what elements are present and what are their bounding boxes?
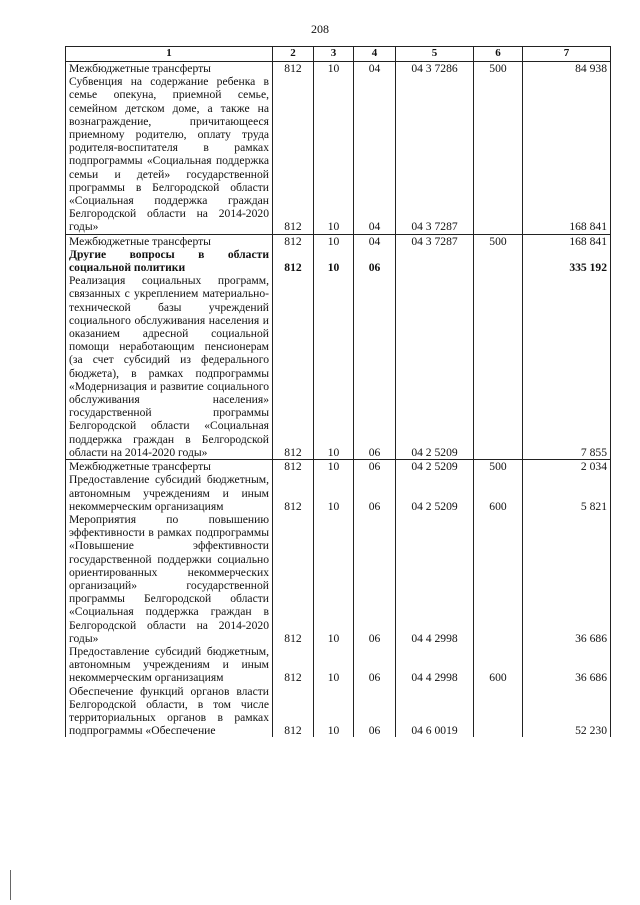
row-col-6 [474, 75, 523, 234]
row-col-3: 10 [314, 473, 354, 513]
row-col-2: 812 [273, 460, 314, 474]
row-name: Другие вопросы в области социальной политики [66, 248, 273, 274]
row-amount: 84 938 [523, 62, 611, 76]
row-col-6: 500 [474, 234, 523, 248]
row-name: Межбюджетные трансферты [66, 234, 273, 248]
row-col-6: 600 [474, 473, 523, 513]
row-col-5: 04 2 5209 [396, 460, 474, 474]
row-col-5: 04 6 0019 [396, 685, 474, 738]
row-col-4: 06 [354, 645, 396, 685]
row-col-2: 812 [273, 473, 314, 513]
row-name: Межбюджетные трансферты [66, 62, 273, 76]
table-row [66, 62, 611, 76]
header-col-5: 5 [396, 47, 474, 62]
header-col-6: 6 [474, 47, 523, 62]
row-col-2: 812 [273, 75, 314, 234]
row-col-3: 10 [314, 513, 354, 645]
table-row [66, 460, 611, 474]
row-col-6 [474, 248, 523, 274]
row-col-5 [396, 248, 474, 274]
row-amount: 335 192 [523, 248, 611, 274]
row-col-5: 04 4 2998 [396, 645, 474, 685]
row-col-3: 10 [314, 645, 354, 685]
budget-table [65, 46, 611, 737]
table-row [66, 234, 611, 248]
row-col-4: 04 [354, 62, 396, 76]
row-amount: 36 686 [523, 645, 611, 685]
row-col-5: 04 2 5209 [396, 473, 474, 513]
row-col-4: 06 [354, 274, 396, 459]
header-col-4: 4 [354, 47, 396, 62]
row-name: Предоставление субсидий бюджетным, автономным учреждениям и иным некоммерческим организациям [66, 473, 273, 513]
row-name: Реализация социальных программ, связанных с укреплением материально-технической базы учреждений социального обслуживания населения и оказанием адресной социальной помощи неработающим пенсионерам (за счет субсидий из федерального бюджета), в рамках подпрограммы «Модернизация и развитие социального обслуживания населения» государственной программы Белгородской области «Социальная поддержка граждан в Белгородской области на 2014-2020 годы» [66, 274, 273, 459]
row-col-3: 10 [314, 62, 354, 76]
row-col-5: 04 3 7287 [396, 234, 474, 248]
row-col-2: 812 [273, 645, 314, 685]
scan-edge-mark [10, 870, 11, 900]
row-amount: 36 686 [523, 513, 611, 645]
row-col-4: 06 [354, 513, 396, 645]
row-col-4: 06 [354, 685, 396, 738]
row-col-3: 10 [314, 685, 354, 738]
row-name: Субвенция на содержание ребенка в семье опекуна, приемной семье, семейном детском доме, а также на вознаграждение, причитающееся приемному родителю, оплату труда родителя-воспитателя в рамках подпрограммы «Социальная поддержка семьи и детей» государственной программы в Белгородской области «Социальная поддержка граждан Белгородской области на 2014-2020 годы» [66, 75, 273, 234]
row-col-6: 500 [474, 62, 523, 76]
row-col-4: 04 [354, 75, 396, 234]
header-col-2: 2 [273, 47, 314, 62]
row-col-6: 500 [474, 460, 523, 474]
row-name: Обеспечение функций органов власти Белгородской области, в том числе территориальных органов в рамках подпрограммы «Обеспечение [66, 685, 273, 738]
page-number: 208 [311, 22, 329, 36]
row-col-6 [474, 513, 523, 645]
row-col-4: 06 [354, 460, 396, 474]
row-col-3: 10 [314, 274, 354, 459]
row-col-3: 10 [314, 234, 354, 248]
table-row [66, 248, 611, 274]
row-col-5: 04 2 5209 [396, 274, 474, 459]
table-row [66, 75, 611, 234]
row-col-4: 06 [354, 473, 396, 513]
header-col-3: 3 [314, 47, 354, 62]
row-col-2: 812 [273, 685, 314, 738]
row-col-6 [474, 274, 523, 459]
row-col-4: 06 [354, 248, 396, 274]
table-row [66, 645, 611, 685]
row-name: Межбюджетные трансферты [66, 460, 273, 474]
table-header-row [66, 47, 611, 62]
row-amount: 168 841 [523, 234, 611, 248]
row-amount: 5 821 [523, 473, 611, 513]
row-col-4: 04 [354, 234, 396, 248]
row-col-3: 10 [314, 460, 354, 474]
row-col-3: 10 [314, 248, 354, 274]
table-body [66, 62, 611, 738]
table-row [66, 473, 611, 513]
row-col-6 [474, 685, 523, 738]
row-col-2: 812 [273, 248, 314, 274]
row-col-2: 812 [273, 513, 314, 645]
header-col-7: 7 [523, 47, 611, 62]
row-col-2: 812 [273, 234, 314, 248]
row-amount: 168 841 [523, 75, 611, 234]
row-name: Мероприятия по повышению эффективности в рамках подпрограммы «Повышение эффективности государственной поддержки социально ориентированных некоммерческих организаций» государственной программы Белгородской области «Социальная поддержка граждан в Белгородской области на 2014-2020 годы» [66, 513, 273, 645]
row-amount: 52 230 [523, 685, 611, 738]
row-col-2: 812 [273, 62, 314, 76]
table-row [66, 513, 611, 645]
row-col-2: 812 [273, 274, 314, 459]
row-col-5: 04 4 2998 [396, 513, 474, 645]
header-col-1: 1 [66, 47, 273, 62]
row-col-6: 600 [474, 645, 523, 685]
row-amount: 7 855 [523, 274, 611, 459]
table-row [66, 685, 611, 738]
table-row [66, 274, 611, 459]
row-name: Предоставление субсидий бюджетным, автономным учреждениям и иным некоммерческим организациям [66, 645, 273, 685]
row-amount: 2 034 [523, 460, 611, 474]
row-col-5: 04 3 7286 [396, 62, 474, 76]
row-col-3: 10 [314, 75, 354, 234]
row-col-5: 04 3 7287 [396, 75, 474, 234]
